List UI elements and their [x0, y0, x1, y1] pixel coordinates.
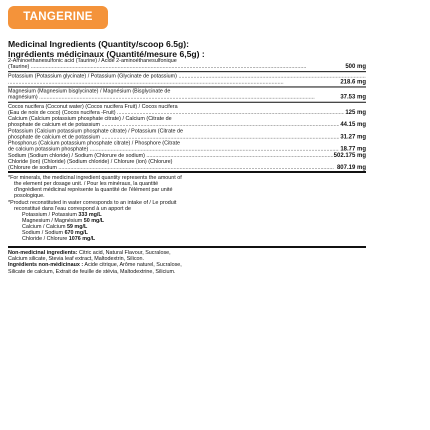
mineral-intake-list — [8, 212, 366, 242]
footnote-line: posologique. — [14, 193, 45, 200]
ingredient-line: (Chlorure de sodium ..... — [8, 165, 336, 171]
ingredient-value: 500 mg — [345, 64, 366, 71]
ingredient-item — [8, 104, 366, 116]
ingredient-line: Magnesium (Magnesium bisglycinate) / Magnésium (Bisglycinate de — [8, 88, 171, 95]
section-divider — [8, 246, 366, 248]
ingredient-item — [8, 58, 366, 70]
ingredient-line: Phosphorus (Calcium potassium phosphate citrate) / Phosphore (Citrate — [8, 140, 180, 147]
ingredient-line: Potassium (Calcium potassium phosphate citrate) / Potassium (Citrate de — [8, 128, 183, 135]
ingredient-value: 218.6 mg — [340, 79, 366, 86]
ingredient-line: magnésium) ..... — [8, 95, 339, 101]
mineral-intake-row: Chloride / Chlorure 1076 mg/L — [22, 236, 96, 243]
mineral-intake-row: Sodium / Sodium 670 mg/L — [22, 230, 88, 237]
non-medicinal-text-en: Calcium silicate, Stevia leaf extract, Maltodextrin, Silicon. — [8, 256, 145, 263]
ingredient-line: de calcium potassium phosphate) ..... — [8, 147, 339, 153]
non-medicinal-text-fr: Silicate de calcium, Extrait de feuille de stévia, Maltodextrine, Silicium. — [8, 268, 176, 275]
ingredient-value: 807.19 mg — [336, 165, 366, 172]
ingredient-value: 44.15 mg — [340, 122, 366, 129]
ingredient-list — [8, 58, 366, 171]
ingredient-line: Sodium (Sodium chloride) / Sodium (Chlorure de sodium) ..... — [8, 153, 333, 159]
non-medicinal-label-en: Non-medicinal ingredients: — [8, 250, 78, 257]
ingredient-item — [8, 159, 366, 171]
footnote-line: *For minerals, the medicinal ingredient quantity represents the amount of — [8, 175, 182, 182]
ingredient-line: Calcium (Calcium potassium phosphate citrate) / Calcium (Citrate de — [8, 116, 172, 123]
ingredient-line: Potassium (Potassium glycinate) / Potassium (Glycinate de potassium) ..... — [8, 73, 366, 79]
ingredient-item — [8, 141, 366, 153]
ingredient-value: 502.175 mg — [333, 152, 366, 160]
ingredient-item — [8, 116, 366, 128]
ingredient-line: 2-Aminoethanesulfonic acid (Taurine) / Acide 2-aminoéthanesulfonique — [8, 58, 177, 65]
mineral-intake-row: Magnesium / Magnésium 50 mg/L — [22, 217, 105, 224]
footnote-line: *Product reconstituted in water corresponds to an intake of / Le produit — [8, 199, 177, 206]
ingredient-line: phosphate de calcium et de potassium ..... — [8, 122, 339, 128]
footnote-line: the element per dosage unit. / Pour les minéraux, la quantité — [14, 181, 159, 188]
non-medicinal-text-en: Citric acid, Natural Flavour, Sucralose, — [79, 250, 171, 257]
ingredient-line: Cocos nucifera (Coconut water) (Cocos nucifera Fruit) / Cocos nucifera — [8, 103, 178, 111]
heading-fr: Ingrédients médicinaux (Quantité/mesure 6,5g) : — [8, 48, 205, 59]
non-medicinal-ingredients — [8, 250, 366, 274]
ingredient-item — [8, 73, 366, 85]
ingredient-item — [8, 89, 366, 101]
ingredient-value: 31.27 mg — [340, 134, 366, 141]
mineral-intake-row: Calcium / Calcium 59 mg/L — [22, 223, 88, 230]
non-medicinal-label-fr: Ingrédients non-médicinaux : — [8, 262, 84, 269]
ingredient-item — [8, 128, 366, 140]
ingredient-value: 18.77 mg — [340, 146, 366, 153]
footnote-line: reconstitué dans l'eau correspond à un apport de — [14, 205, 132, 212]
ingredient-line: phosphate de calcium et de potassium ..... — [8, 135, 339, 141]
mineral-intake-row: Potassium / Potassium 333 mg/L — [22, 211, 102, 218]
mineral-footnote — [8, 175, 366, 212]
flavor-badge: TANGERINE — [8, 6, 108, 29]
ingredient-line: (Taurine) ..... — [8, 64, 344, 70]
section-divider — [8, 171, 366, 173]
non-medicinal-text-fr: Acide citrique, Arôme naturel, Sucralose, — [84, 262, 182, 269]
ingredient-line: Chloride (ion) (Chloride) (Sodium chloride) / Chlorure (ion) (Chlorure) — [8, 159, 173, 166]
heading-en: Medicinal Ingredients (Quantity/scoop 6.5g): — [8, 39, 189, 49]
ingredient-line: (Eau de noix de coco) (Cocos nucifera -Fruit) ..... — [8, 110, 344, 116]
ingredient-value: 125 mg — [345, 110, 366, 117]
footnote-line: d'ingrédient médicinal représente la quantité de l'élément par unité — [14, 187, 173, 194]
ingredient-value: 37.53 mg — [340, 94, 366, 101]
medicinal-ingredients-panel — [8, 40, 366, 275]
